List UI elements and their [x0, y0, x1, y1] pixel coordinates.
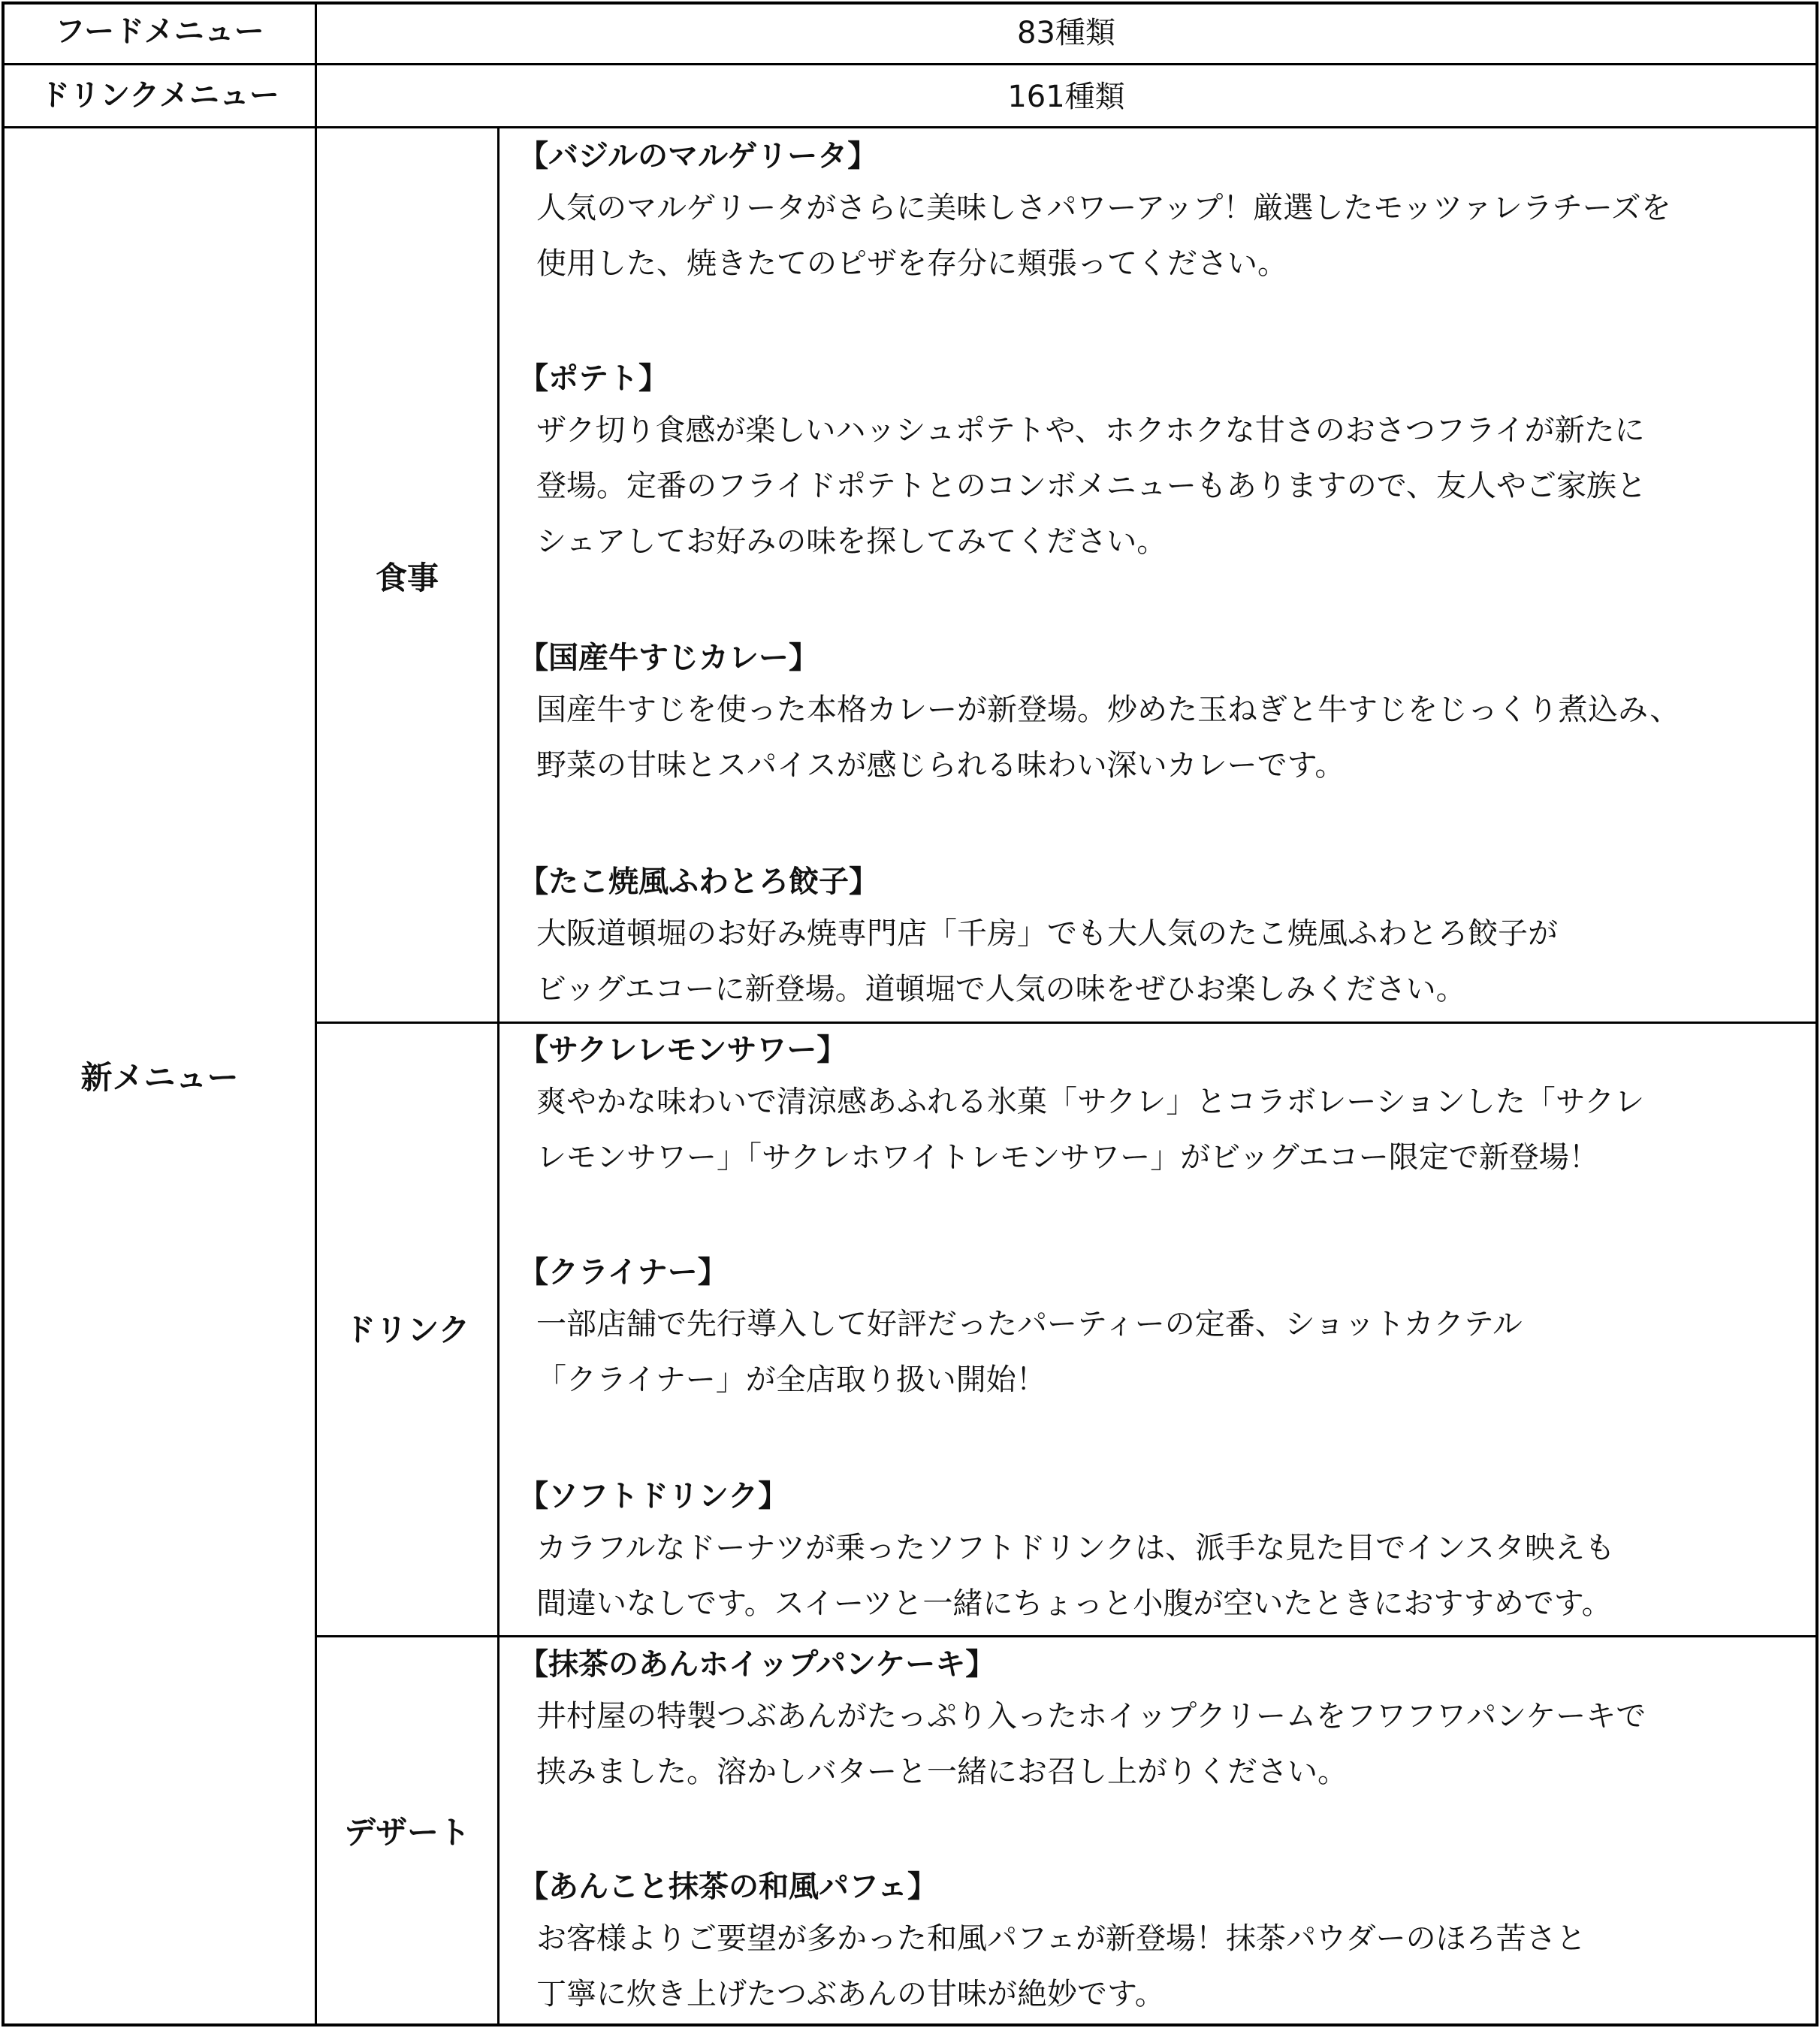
new-menu-label: 新メニュー	[80, 1059, 239, 1096]
item-title: 【抹茶のあんホイップパンケーキ】	[518, 1647, 996, 1682]
drink-menu-label: ドリンクメニュー	[40, 78, 279, 113]
item-title: 【バジルのマルゲリータ】	[518, 139, 878, 174]
item-description	[536, 1688, 1646, 1800]
item-desc-line: 野菜の甘味とスパイスが感じられる味わい深いカレーです。	[536, 748, 1345, 783]
item-desc-line: 使用した、焼きたてのピザを存分に頬張ってください。	[536, 246, 1287, 281]
subrow-divider-2	[315, 1635, 1818, 1637]
item-title: 【ソフトドリンク】	[518, 1479, 789, 1513]
item-desc-line: ザク切り食感が楽しいハッシュポテトや、ホクホクな甘さのおさつフライが新たに	[536, 413, 1645, 448]
category-dessert-label: デザート	[343, 1814, 470, 1851]
item-description	[536, 180, 1671, 291]
item-title: 【あんこと抹茶の和風パフェ】	[518, 1870, 937, 1904]
item-description	[536, 682, 1680, 793]
item-title: 【国産牛すじカレー】	[518, 641, 819, 675]
item-title: 【サクレレモンサワー】	[518, 1033, 847, 1067]
col-divider-1	[315, 2, 317, 2026]
food-menu-label: フードメニュー	[55, 14, 264, 49]
border-top	[2, 2, 1818, 5]
subrow-divider-1	[315, 1022, 1818, 1024]
category-drink-label: ドリンク	[344, 1311, 470, 1348]
item-title: 【クライナー】	[518, 1255, 728, 1290]
item-desc-line: 大阪道頓堀のお好み焼専門店「千房」でも大人気のたこ焼風ふわとろ餃子が	[536, 916, 1558, 951]
item-description	[536, 403, 1646, 569]
item-desc-line: 一部店舗で先行導入して好評だったパーティーの定番、ショットカクテル	[536, 1307, 1523, 1341]
border-bottom	[2, 2023, 1818, 2026]
border-left	[2, 2, 5, 2026]
item-desc-line: カラフルなドーナツが乗ったソフトドリンクは、派手な見た目でインスタ映えも	[536, 1531, 1615, 1565]
item-title: 【ポテト】	[518, 361, 669, 396]
category-food-label: 食事	[375, 560, 439, 596]
item-desc-line: 丁寧に炊き上げたつぶあんの甘味が絶妙です。	[536, 1977, 1165, 2011]
item-description	[536, 906, 1558, 1017]
item-desc-line: 国産牛すじを使った本格カレーが新登場。炒めた玉ねぎと牛すじをじっくり煮込み、	[536, 693, 1680, 727]
item-desc-line: 爽やかな味わいで清涼感あふれる氷菓「サクレ」とコラボレーションした「サクレ	[536, 1085, 1645, 1119]
food-menu-count: 83種類	[1017, 16, 1115, 50]
row-divider-1	[2, 63, 1818, 65]
item-desc-line: ビッグエコーに新登場。道頓堀で人気の味をぜひお楽しみください。	[536, 972, 1466, 1006]
item-desc-line: レモンサワー」「サクレホワイトレモンサワー」がビッグエコー限定で新登場！	[536, 1140, 1599, 1175]
item-description	[536, 1911, 1586, 2022]
item-desc-line: 登場。定番のフライドポテトとのコンボメニューもありますので、友人やご家族と	[536, 469, 1646, 503]
item-desc-line: シェアしてお好みの味を探してみてください。	[536, 524, 1167, 559]
drink-menu-count: 161種類	[1007, 80, 1125, 114]
border-right	[1815, 2, 1818, 2026]
item-desc-line: 井村屋の特製つぶあんがたっぷり入ったホイップクリームをフワフワパンケーキで	[536, 1699, 1646, 1734]
item-title: 【たこ焼風ふわとろ餃子】	[518, 865, 879, 899]
item-description	[536, 1074, 1644, 1185]
item-description	[536, 1296, 1523, 1408]
item-desc-line: 人気のマルゲリータがさらに美味しさパワーアップ！厳選したモッツァレラチーズを	[536, 191, 1671, 225]
item-desc-line: 挟みました。溶かしバターと一緒にお召し上がりください。	[536, 1755, 1348, 1789]
item-description	[536, 1520, 1615, 1631]
item-desc-line: 間違いなしです。スイーツと一緒にちょっと小腹が空いたときにおすすめです。	[536, 1586, 1612, 1621]
item-desc-line: お客様よりご要望が多かった和風パフェが新登場！抹茶パウダーのほろ苦さと	[536, 1921, 1586, 1956]
row-divider-2	[2, 126, 1818, 128]
col-divider-2	[497, 126, 500, 2026]
item-desc-line: 「クライナー」が全店取り扱い開始！	[536, 1363, 1046, 1397]
